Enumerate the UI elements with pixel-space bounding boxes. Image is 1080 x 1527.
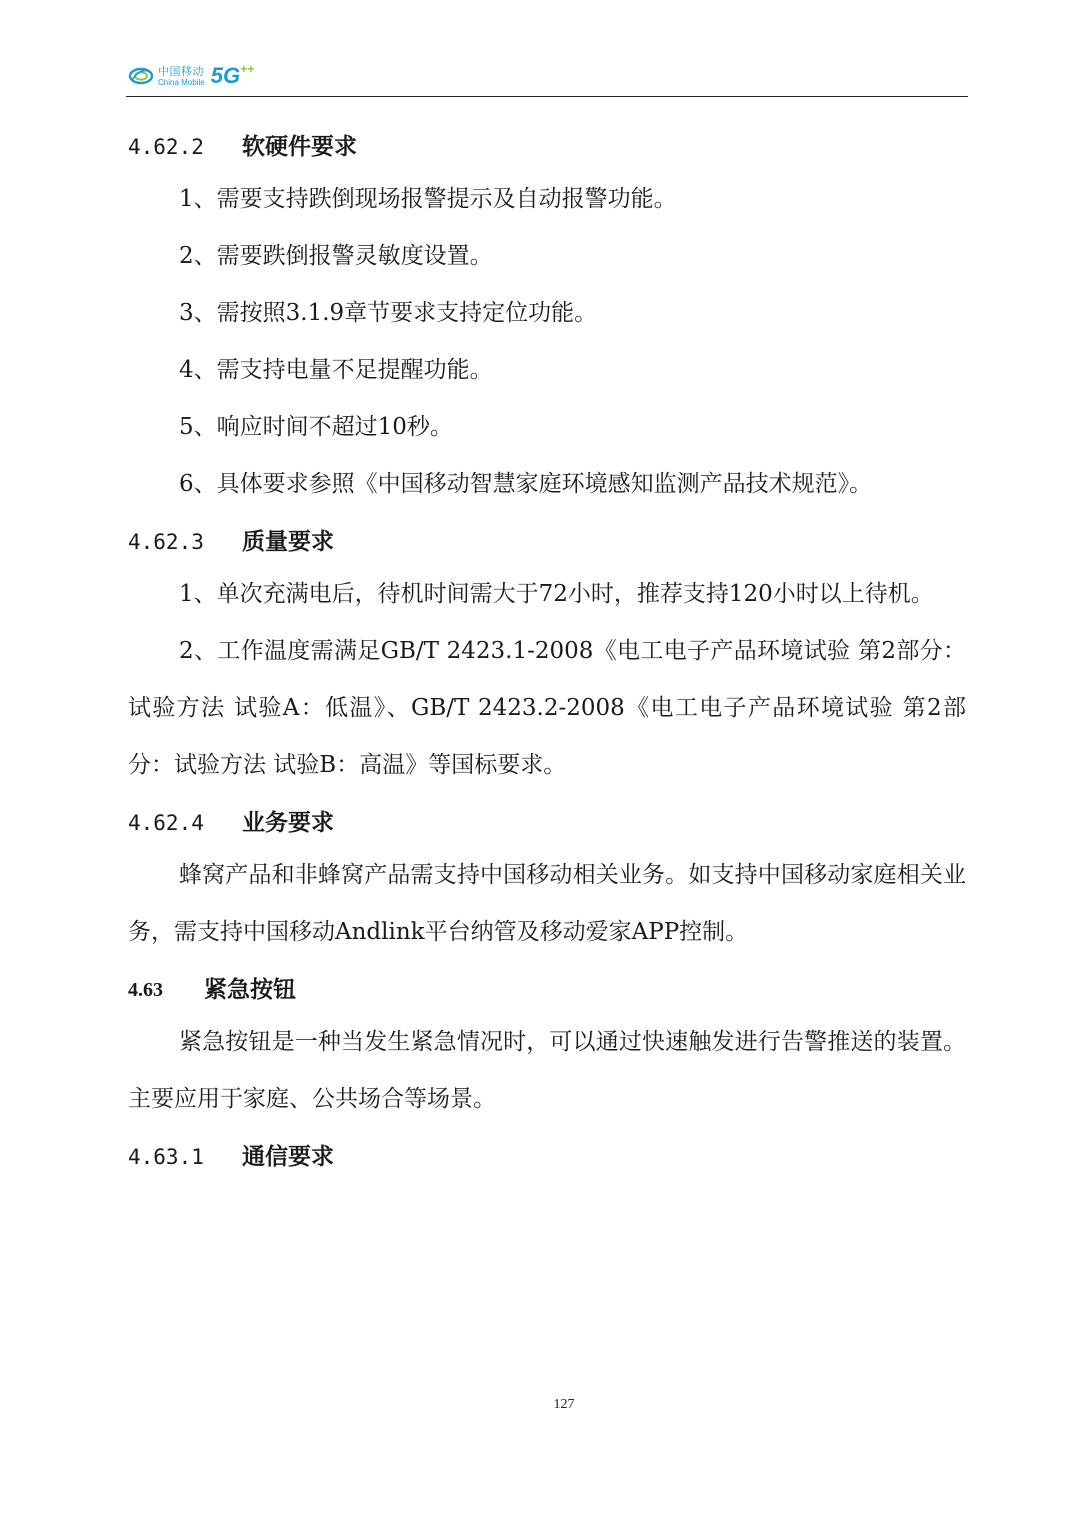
list-item: 6、具体要求参照《中国移动智慧家庭环境感知监测产品技术规范》。	[179, 471, 873, 497]
section-number: 4.63	[128, 979, 163, 1001]
section-heading-4-62-4	[128, 800, 966, 847]
list-item: 4、需支持电量不足提醒功能。	[179, 357, 493, 383]
section-heading-4-63	[128, 967, 966, 1014]
section-number: 4.62.2	[128, 135, 204, 159]
5g-badge	[211, 63, 254, 89]
section-heading-4-62-3	[128, 519, 966, 566]
list-item: 2、需要跌倒报警灵敏度设置。	[179, 243, 493, 269]
list-item: 5、响应时间不超过10秒。	[179, 414, 453, 440]
logo-english-name: China Mobile	[158, 77, 205, 87]
logo-chinese-name: 中国移动	[158, 64, 204, 78]
list-item: 3、需按照3.1.9章节要求支持定位功能。	[179, 300, 598, 326]
section-title: 紧急按钮	[204, 977, 296, 1003]
5g-plus-label: ++	[240, 61, 255, 76]
list-item: 1、需要支持跌倒现场报警提示及自动报警功能。	[179, 186, 677, 212]
china-mobile-logo	[128, 61, 254, 91]
5g-label: 5G	[210, 63, 241, 88]
page-content	[128, 122, 966, 1181]
section-number: 4.62.4	[128, 811, 204, 835]
china-mobile-swirl-icon	[128, 65, 154, 87]
section-heading-4-62-2	[128, 124, 966, 171]
section-title: 软硬件要求	[242, 134, 357, 160]
section-title: 业务要求	[242, 810, 334, 836]
section-title: 通信要求	[242, 1144, 334, 1170]
section-title: 质量要求	[242, 529, 334, 555]
section-number: 4.62.3	[128, 530, 204, 554]
page-header	[126, 58, 968, 97]
section-number: 4.63.1	[128, 1145, 204, 1169]
list-item: 1、单次充满电后，待机时间需大于72小时，推荐支持120小时以上待机。	[179, 581, 934, 607]
section-heading-4-63-1	[128, 1134, 966, 1181]
paragraph: 蜂窝产品和非蜂窝产品需支持中国移动相关业务。如支持中国移动家庭相关业务，需支持中国移动Andlink平台纳管及移动爱家APP控制。	[128, 862, 966, 945]
page-number: 127	[553, 1397, 575, 1412]
logo-text	[158, 66, 205, 87]
list-item: 2、工作温度需满足GB/T 2423.1-2008《电工电子产品环境试验 第2部分：试验方法 试验A：低温》、GB/T 2423.2-2008《电工电子产品环境试验 第2部分：试验方法 试验B：高温》等国标要求。	[128, 638, 966, 778]
paragraph: 紧急按钮是一种当发生紧急情况时，可以通过快速触发进行告警推送的装置。主要应用于家庭、公共场合等场景。	[128, 1029, 966, 1112]
